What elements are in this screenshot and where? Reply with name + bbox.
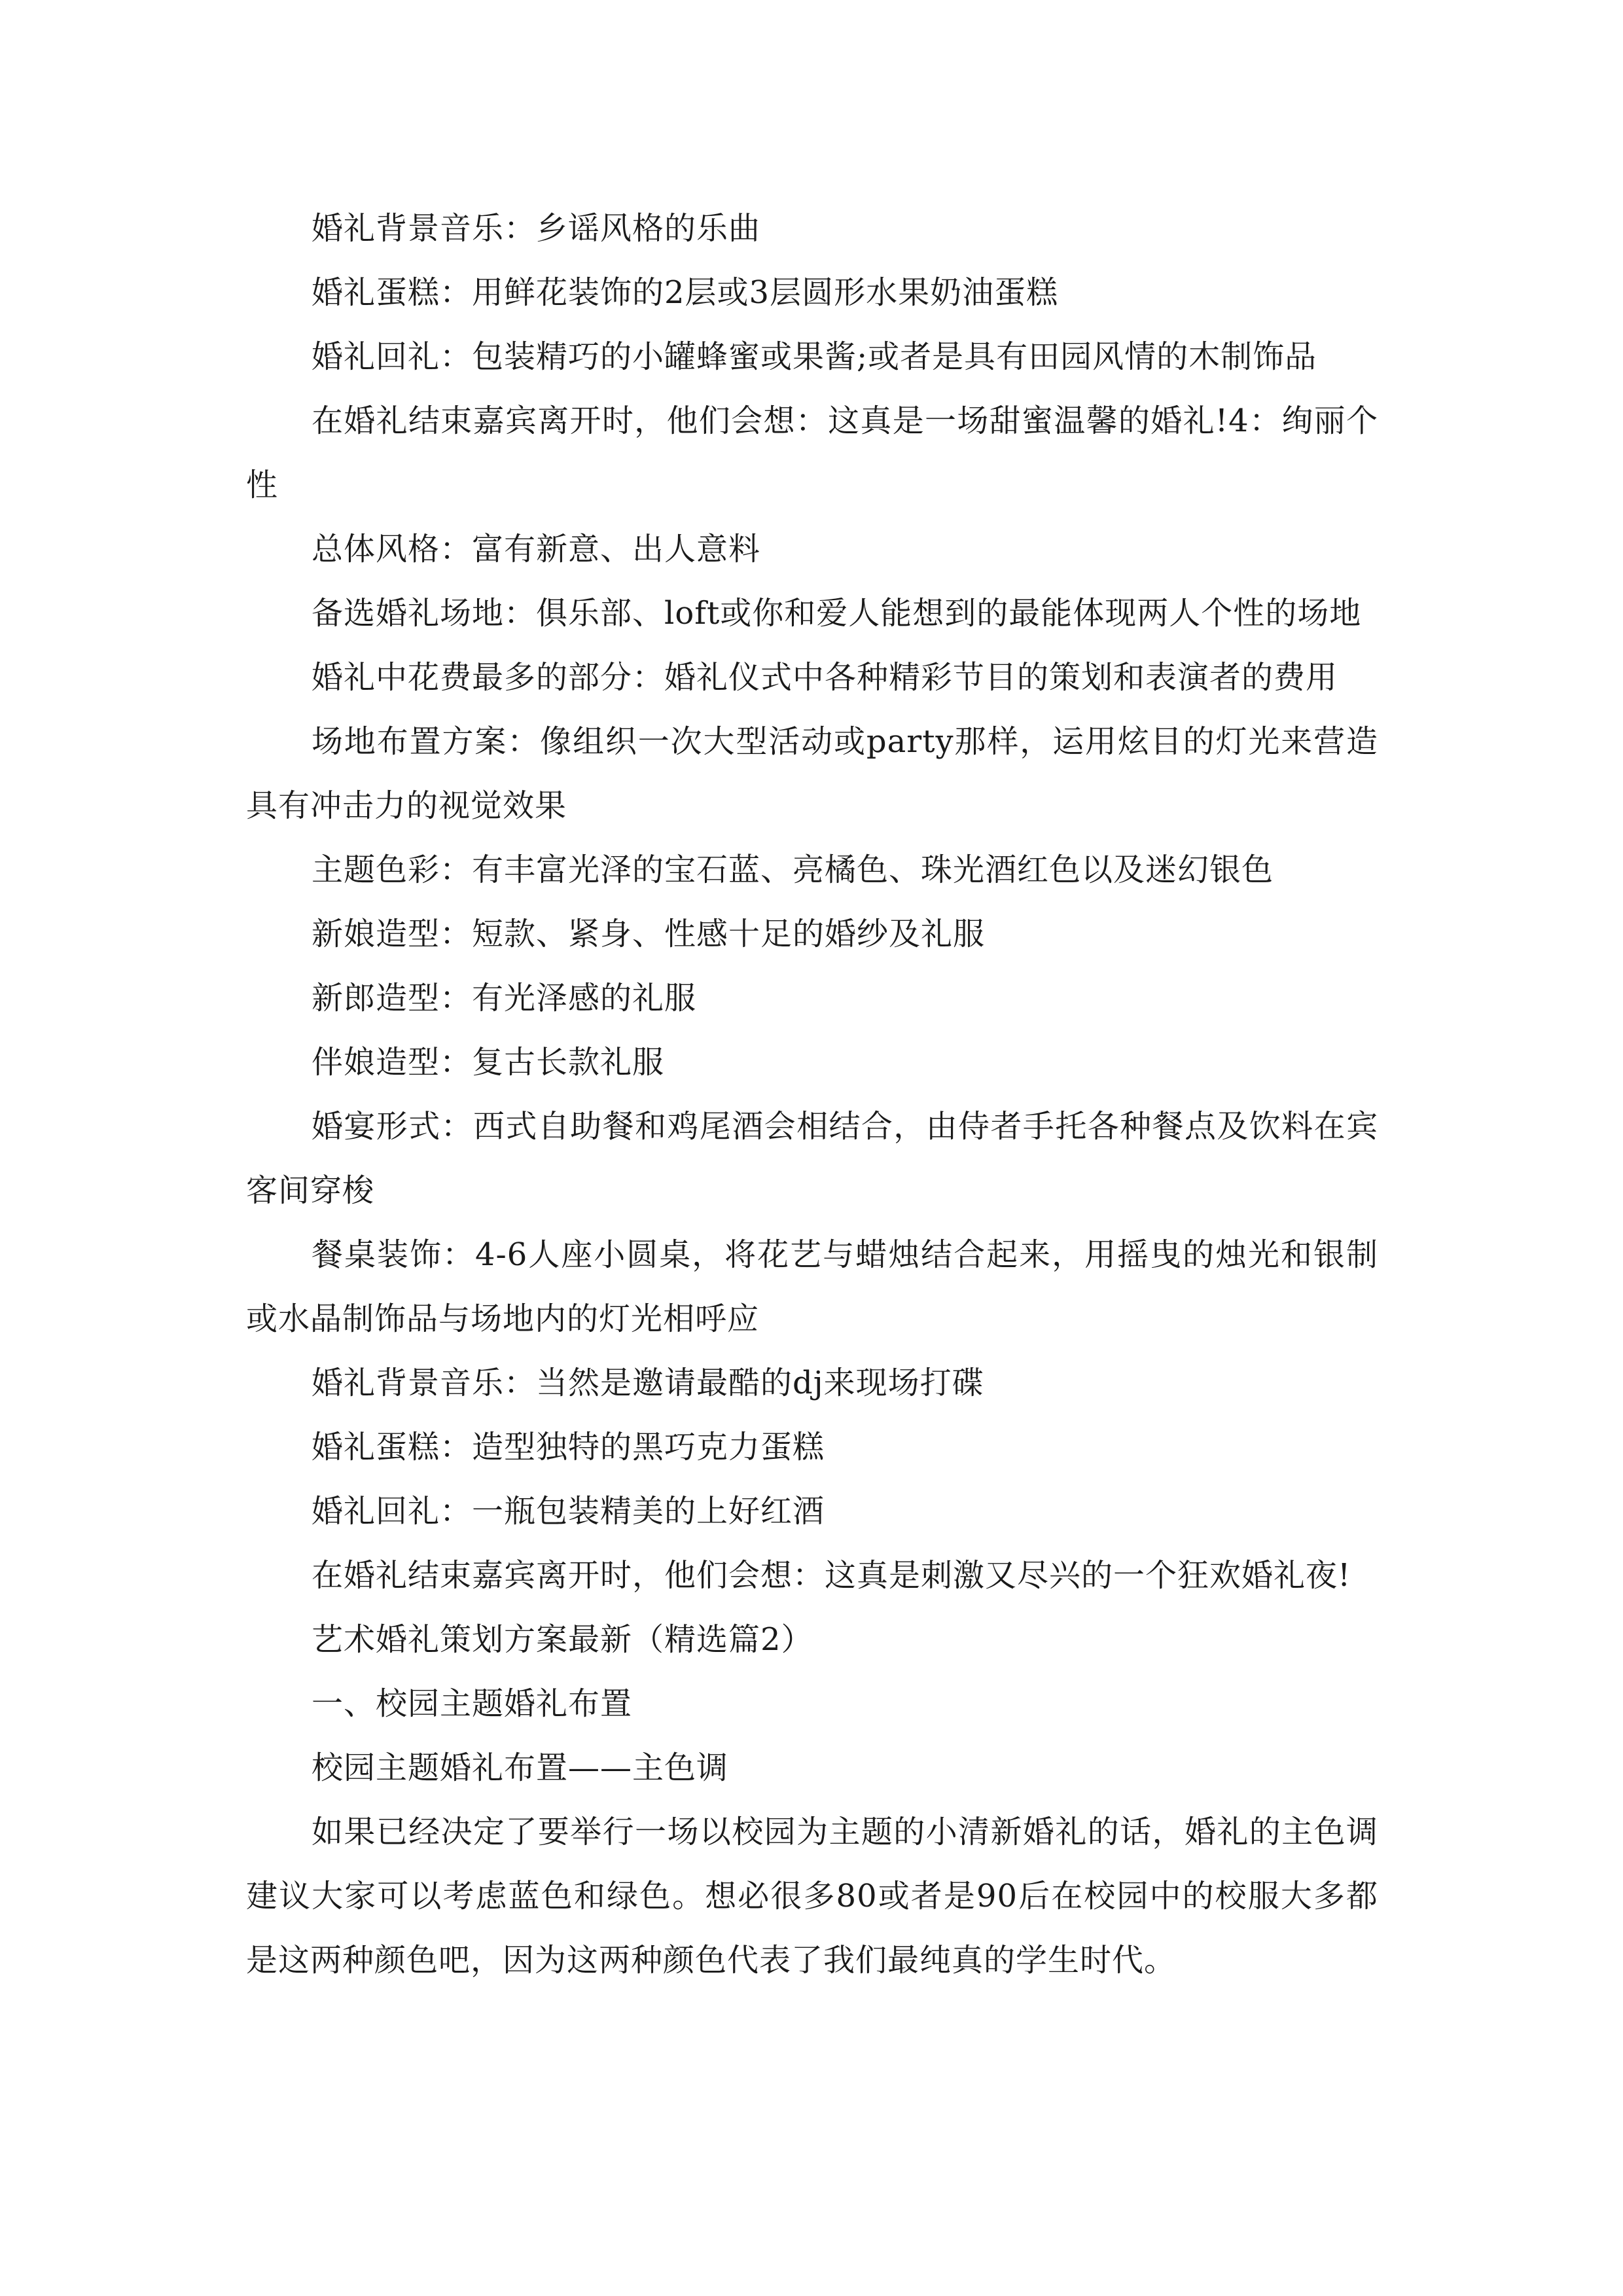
paragraph: 婚宴形式：西式自助餐和鸡尾酒会相结合，由侍者手托各种餐点及饮料在宾客间穿梭	[246, 1108, 1378, 1209]
paragraph: 新郎造型：有光泽感的礼服	[312, 980, 697, 1016]
paragraph: 新娘造型：短款、紧身、性感十足的婚纱及礼服	[312, 916, 986, 952]
paragraph: 总体风格：富有新意、出人意料	[312, 531, 761, 567]
paragraph: 主题色彩：有丰富光泽的宝石蓝、亮橘色、珠光酒红色以及迷幻银色	[312, 852, 1274, 888]
section-heading: 一、校园主题婚礼布置	[312, 1685, 633, 1722]
paragraph: 婚礼回礼：一瓶包装精美的上好红酒	[312, 1493, 825, 1530]
document-body	[246, 196, 1378, 1992]
paragraph: 场地布置方案：像组织一次大型活动或party那样，运用炫目的灯光来营造具有冲击力的视觉效果	[246, 723, 1378, 824]
paragraph: 婚礼蛋糕：造型独特的黑巧克力蛋糕	[312, 1429, 825, 1465]
paragraph: 婚礼背景音乐：乡谣风格的乐曲	[312, 210, 761, 247]
paragraph: 婚礼蛋糕：用鲜花装饰的2层或3层圆形水果奶油蛋糕	[312, 274, 1059, 311]
paragraph: 在婚礼结束嘉宾离开时，他们会想：这真是一场甜蜜温馨的婚礼!4：绚丽个性	[246, 403, 1378, 503]
paragraph: 婚礼背景音乐：当然是邀请最酷的dj来现场打碟	[312, 1365, 984, 1401]
paragraph: 伴娘造型：复古长款礼服	[312, 1044, 665, 1081]
paragraph: 餐桌装饰：4-6人座小圆桌，将花艺与蜡烛结合起来，用摇曳的烛光和银制或水晶制饰品与场地内的灯光相呼应	[246, 1236, 1378, 1337]
section-title: 艺术婚礼策划方案最新（精选篇2）	[312, 1621, 813, 1658]
paragraph: 在婚礼结束嘉宾离开时，他们会想：这真是刺激又尽兴的一个狂欢婚礼夜!	[312, 1557, 1351, 1594]
paragraph: 婚礼中花费最多的部分：婚礼仪式中各种精彩节目的策划和表演者的费用	[312, 659, 1338, 696]
paragraph: 如果已经决定了要举行一场以校园为主题的小清新婚礼的话，婚礼的主色调建议大家可以考虑蓝色和绿色。想必很多80或者是90后在校园中的校服大多都是这两种颜色吧，因为这两种颜色代表了我们最纯真的学生时代。	[246, 1814, 1378, 1979]
paragraph: 婚礼回礼：包装精巧的小罐蜂蜜或果酱;或者是具有田园风情的木制饰品	[312, 338, 1317, 375]
subsection-heading: 校园主题婚礼布置——主色调	[312, 1749, 729, 1786]
paragraph: 备选婚礼场地：俱乐部、loft或你和爱人能想到的最能体现两人个性的场地	[312, 595, 1362, 632]
